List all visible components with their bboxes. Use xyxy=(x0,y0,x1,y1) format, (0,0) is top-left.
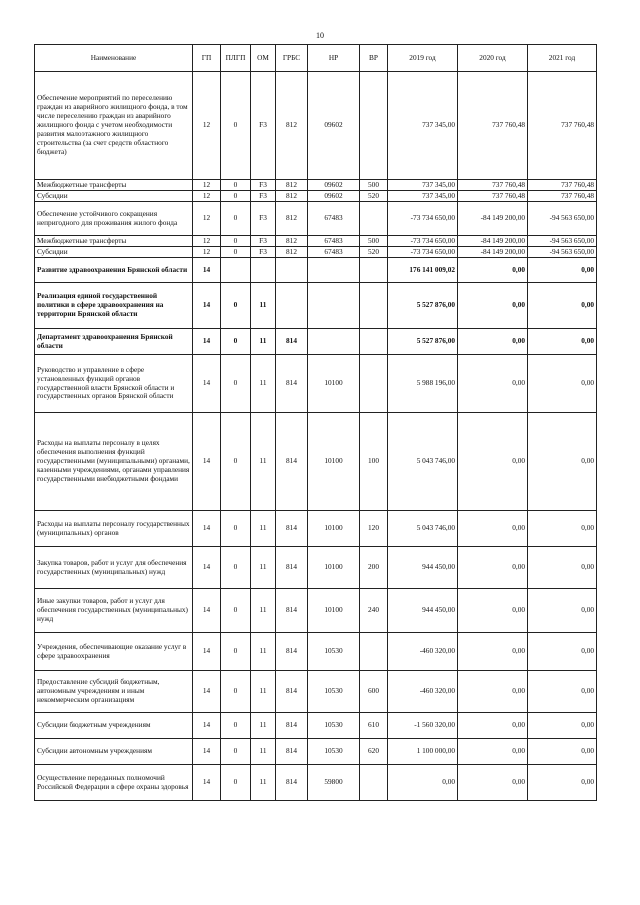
cell-om: 11 xyxy=(251,633,276,671)
cell-nr: 10530 xyxy=(308,633,360,671)
cell-2021: 0,00 xyxy=(528,713,597,739)
header-2020: 2020 год xyxy=(458,45,528,72)
cell-vr: 200 xyxy=(360,547,388,589)
header-name: Наименование xyxy=(35,45,193,72)
cell-om: F3 xyxy=(251,191,276,202)
cell-plgp: 0 xyxy=(221,589,251,633)
cell-name: Субсидии xyxy=(35,191,193,202)
cell-gp: 12 xyxy=(193,202,221,236)
cell-gp: 14 xyxy=(193,671,221,713)
cell-name: Субсидии xyxy=(35,247,193,258)
cell-2020: 0,00 xyxy=(458,671,528,713)
cell-2019: -73 734 650,00 xyxy=(388,247,458,258)
cell-gp: 12 xyxy=(193,191,221,202)
cell-2021: 0,00 xyxy=(528,739,597,765)
cell-om: 11 xyxy=(251,511,276,547)
header-nr: НР xyxy=(308,45,360,72)
cell-grbs: 814 xyxy=(276,671,308,713)
cell-nr: 10530 xyxy=(308,713,360,739)
cell-name: Расходы на выплаты персоналу государственных (муниципальных) органов xyxy=(35,511,193,547)
cell-gp: 14 xyxy=(193,589,221,633)
cell-2019: 944 450,00 xyxy=(388,589,458,633)
cell-gp: 14 xyxy=(193,739,221,765)
cell-plgp: 0 xyxy=(221,633,251,671)
header-2021: 2021 год xyxy=(528,45,597,72)
cell-2021: 737 760,48 xyxy=(528,72,597,180)
cell-plgp: 0 xyxy=(221,413,251,511)
table-row xyxy=(35,247,597,258)
cell-om: 11 xyxy=(251,765,276,801)
cell-grbs: 812 xyxy=(276,202,308,236)
cell-2019: 176 141 009,02 xyxy=(388,258,458,283)
cell-plgp: 0 xyxy=(221,72,251,180)
cell-2020: 0,00 xyxy=(458,511,528,547)
cell-2019: 737 345,00 xyxy=(388,191,458,202)
cell-grbs: 814 xyxy=(276,765,308,801)
cell-grbs xyxy=(276,258,308,283)
cell-gp: 12 xyxy=(193,247,221,258)
cell-om: 11 xyxy=(251,329,276,355)
cell-plgp: 0 xyxy=(221,180,251,191)
cell-om: 11 xyxy=(251,547,276,589)
table-row xyxy=(35,589,597,633)
cell-2019: -1 560 320,00 xyxy=(388,713,458,739)
cell-grbs xyxy=(276,283,308,329)
cell-name: Закупка товаров, работ и услуг для обеспечения государственных (муниципальных) нужд xyxy=(35,547,193,589)
table-row xyxy=(35,283,597,329)
cell-2020: 0,00 xyxy=(458,329,528,355)
cell-2020: 737 760,48 xyxy=(458,72,528,180)
cell-gp: 12 xyxy=(193,72,221,180)
cell-grbs: 812 xyxy=(276,236,308,247)
cell-name: Развитие здравоохранения Брянской области xyxy=(35,258,193,283)
cell-vr xyxy=(360,355,388,413)
cell-nr: 09602 xyxy=(308,72,360,180)
cell-grbs: 814 xyxy=(276,329,308,355)
cell-grbs: 814 xyxy=(276,713,308,739)
cell-om: F3 xyxy=(251,236,276,247)
cell-2020: 0,00 xyxy=(458,547,528,589)
cell-plgp: 0 xyxy=(221,671,251,713)
cell-om xyxy=(251,258,276,283)
table-row xyxy=(35,191,597,202)
cell-2019: 5 043 746,00 xyxy=(388,413,458,511)
cell-om: F3 xyxy=(251,247,276,258)
cell-name: Предоставление субсидий бюджетным, автономным учреждениям и иным некоммерческим организациям xyxy=(35,671,193,713)
table-header-row xyxy=(35,45,597,72)
table-row xyxy=(35,713,597,739)
cell-nr: 67483 xyxy=(308,236,360,247)
cell-grbs: 814 xyxy=(276,589,308,633)
cell-nr: 10100 xyxy=(308,511,360,547)
cell-plgp: 0 xyxy=(221,547,251,589)
cell-vr xyxy=(360,283,388,329)
cell-grbs: 814 xyxy=(276,739,308,765)
cell-om: 11 xyxy=(251,413,276,511)
cell-vr xyxy=(360,72,388,180)
cell-grbs: 814 xyxy=(276,355,308,413)
table-row xyxy=(35,547,597,589)
cell-2020: 0,00 xyxy=(458,413,528,511)
cell-vr: 120 xyxy=(360,511,388,547)
cell-plgp: 0 xyxy=(221,202,251,236)
cell-2019: 5 043 746,00 xyxy=(388,511,458,547)
table-row xyxy=(35,413,597,511)
cell-2021: 0,00 xyxy=(528,547,597,589)
cell-nr: 10100 xyxy=(308,547,360,589)
cell-2020: -84 149 200,00 xyxy=(458,202,528,236)
cell-gp: 14 xyxy=(193,547,221,589)
cell-2020: 737 760,48 xyxy=(458,180,528,191)
cell-nr: 10100 xyxy=(308,589,360,633)
cell-2021: -94 563 650,00 xyxy=(528,202,597,236)
cell-vr: 100 xyxy=(360,413,388,511)
cell-2020: -84 149 200,00 xyxy=(458,247,528,258)
cell-nr xyxy=(308,283,360,329)
cell-gp: 14 xyxy=(193,633,221,671)
cell-2021: 0,00 xyxy=(528,283,597,329)
cell-plgp: 0 xyxy=(221,283,251,329)
cell-vr: 500 xyxy=(360,236,388,247)
cell-om: F3 xyxy=(251,72,276,180)
cell-nr xyxy=(308,329,360,355)
cell-nr: 67483 xyxy=(308,202,360,236)
cell-2019: -460 320,00 xyxy=(388,633,458,671)
table-row xyxy=(35,633,597,671)
cell-grbs: 814 xyxy=(276,413,308,511)
cell-2020: -84 149 200,00 xyxy=(458,236,528,247)
page-number: 10 xyxy=(316,31,324,40)
cell-plgp: 0 xyxy=(221,236,251,247)
cell-om: F3 xyxy=(251,202,276,236)
cell-name: Субсидии бюджетным учреждениям xyxy=(35,713,193,739)
cell-2020: 0,00 xyxy=(458,355,528,413)
cell-nr: 09602 xyxy=(308,191,360,202)
cell-plgp: 0 xyxy=(221,191,251,202)
header-om: ОМ xyxy=(251,45,276,72)
cell-plgp: 0 xyxy=(221,329,251,355)
cell-grbs: 814 xyxy=(276,511,308,547)
cell-vr: 240 xyxy=(360,589,388,633)
cell-vr xyxy=(360,633,388,671)
cell-2019: 5 527 876,00 xyxy=(388,283,458,329)
cell-2019: 737 345,00 xyxy=(388,72,458,180)
cell-nr: 09602 xyxy=(308,180,360,191)
cell-gp: 14 xyxy=(193,329,221,355)
cell-plgp: 0 xyxy=(221,247,251,258)
cell-2021: 0,00 xyxy=(528,355,597,413)
cell-nr: 59800 xyxy=(308,765,360,801)
cell-vr xyxy=(360,258,388,283)
cell-plgp xyxy=(221,258,251,283)
cell-2021: 0,00 xyxy=(528,633,597,671)
header-vr: ВР xyxy=(360,45,388,72)
cell-2021: 0,00 xyxy=(528,671,597,713)
cell-2019: -73 734 650,00 xyxy=(388,236,458,247)
cell-gp: 12 xyxy=(193,180,221,191)
table-row xyxy=(35,671,597,713)
cell-2019: 737 345,00 xyxy=(388,180,458,191)
cell-2020: 0,00 xyxy=(458,258,528,283)
cell-name: Реализация единой государственной политики в сфере здравоохранения на территории Брянской области xyxy=(35,283,193,329)
cell-vr: 600 xyxy=(360,671,388,713)
cell-gp: 14 xyxy=(193,713,221,739)
cell-2019: 944 450,00 xyxy=(388,547,458,589)
cell-plgp: 0 xyxy=(221,739,251,765)
cell-plgp: 0 xyxy=(221,713,251,739)
cell-gp: 14 xyxy=(193,355,221,413)
cell-2021: 0,00 xyxy=(528,511,597,547)
cell-name: Иные закупки товаров, работ и услуг для обеспечения государственных (муниципальных) нужд xyxy=(35,589,193,633)
cell-vr: 500 xyxy=(360,180,388,191)
cell-om: 11 xyxy=(251,739,276,765)
cell-name: Осуществление переданных полномочий Российской Федерации в сфере охраны здоровья xyxy=(35,765,193,801)
cell-2019: 0,00 xyxy=(388,765,458,801)
cell-name: Субсидии автономным учреждениям xyxy=(35,739,193,765)
cell-grbs: 812 xyxy=(276,247,308,258)
cell-name: Межбюджетные трансферты xyxy=(35,236,193,247)
cell-name: Обеспечение мероприятий по переселению граждан из аварийного жилищного фонда, в том числе переселению граждан из аварийного жилищного фонда с учетом необходимости развития малоэтажного жилищного строительства (за счет средств областного бюджета) xyxy=(35,72,193,180)
cell-2021: 737 760,48 xyxy=(528,180,597,191)
table-row xyxy=(35,202,597,236)
cell-gp: 14 xyxy=(193,283,221,329)
header-plgp: ПЛГП xyxy=(221,45,251,72)
cell-vr xyxy=(360,765,388,801)
cell-grbs: 814 xyxy=(276,633,308,671)
cell-om: 11 xyxy=(251,589,276,633)
cell-2019: -460 320,00 xyxy=(388,671,458,713)
cell-2020: 737 760,48 xyxy=(458,191,528,202)
cell-2020: 0,00 xyxy=(458,739,528,765)
cell-2021: 0,00 xyxy=(528,258,597,283)
cell-2021: 0,00 xyxy=(528,413,597,511)
cell-2020: 0,00 xyxy=(458,589,528,633)
cell-grbs: 812 xyxy=(276,180,308,191)
cell-om: 11 xyxy=(251,283,276,329)
budget-table xyxy=(34,44,597,801)
cell-2020: 0,00 xyxy=(458,765,528,801)
cell-2021: 0,00 xyxy=(528,589,597,633)
cell-plgp: 0 xyxy=(221,765,251,801)
cell-om: F3 xyxy=(251,180,276,191)
table-row xyxy=(35,258,597,283)
cell-nr: 67483 xyxy=(308,247,360,258)
cell-name: Расходы на выплаты персоналу в целях обеспечения выполнения функций государственными (муниципальными) органами, казенными учреждениями, органами управления государственными внебюджетными фондами xyxy=(35,413,193,511)
cell-name: Департамент здравоохранения Брянской области xyxy=(35,329,193,355)
table-row xyxy=(35,180,597,191)
cell-2021: 0,00 xyxy=(528,765,597,801)
cell-nr: 10530 xyxy=(308,739,360,765)
cell-plgp: 0 xyxy=(221,355,251,413)
cell-nr: 10100 xyxy=(308,413,360,511)
cell-gp: 14 xyxy=(193,765,221,801)
cell-vr: 620 xyxy=(360,739,388,765)
cell-om: 11 xyxy=(251,355,276,413)
header-grbs: ГРБС xyxy=(276,45,308,72)
cell-om: 11 xyxy=(251,713,276,739)
cell-grbs: 812 xyxy=(276,72,308,180)
table-row xyxy=(35,329,597,355)
cell-nr: 10530 xyxy=(308,671,360,713)
cell-name: Учреждения, обеспечивающие оказание услуг в сфере здравоохранения xyxy=(35,633,193,671)
cell-grbs: 814 xyxy=(276,547,308,589)
cell-2021: -94 563 650,00 xyxy=(528,247,597,258)
cell-vr: 610 xyxy=(360,713,388,739)
cell-gp: 14 xyxy=(193,258,221,283)
cell-gp: 14 xyxy=(193,413,221,511)
cell-2020: 0,00 xyxy=(458,633,528,671)
header-gp: ГП xyxy=(193,45,221,72)
cell-vr xyxy=(360,329,388,355)
cell-2021: -94 563 650,00 xyxy=(528,236,597,247)
cell-name: Руководство и управление в сфере установленных функций органов государственной власти Брянской области и государственных органов Брянской области xyxy=(35,355,193,413)
cell-gp: 12 xyxy=(193,236,221,247)
table-row xyxy=(35,236,597,247)
cell-nr xyxy=(308,258,360,283)
cell-2019: -73 734 650,00 xyxy=(388,202,458,236)
cell-2019: 1 100 000,00 xyxy=(388,739,458,765)
cell-2019: 5 988 196,00 xyxy=(388,355,458,413)
table-row xyxy=(35,765,597,801)
cell-2020: 0,00 xyxy=(458,283,528,329)
cell-2021: 737 760,48 xyxy=(528,191,597,202)
table-row xyxy=(35,72,597,180)
cell-2020: 0,00 xyxy=(458,713,528,739)
cell-2019: 5 527 876,00 xyxy=(388,329,458,355)
table-row xyxy=(35,511,597,547)
cell-vr xyxy=(360,202,388,236)
cell-plgp: 0 xyxy=(221,511,251,547)
cell-vr: 520 xyxy=(360,247,388,258)
table-row xyxy=(35,739,597,765)
cell-2021: 0,00 xyxy=(528,329,597,355)
cell-om: 11 xyxy=(251,671,276,713)
cell-gp: 14 xyxy=(193,511,221,547)
table-row xyxy=(35,355,597,413)
cell-name: Межбюджетные трансферты xyxy=(35,180,193,191)
cell-vr: 520 xyxy=(360,191,388,202)
header-2019: 2019 год xyxy=(388,45,458,72)
cell-nr: 10100 xyxy=(308,355,360,413)
cell-name: Обеспечение устойчивого сокращения непригодного для проживания жилого фонда xyxy=(35,202,193,236)
cell-grbs: 812 xyxy=(276,191,308,202)
